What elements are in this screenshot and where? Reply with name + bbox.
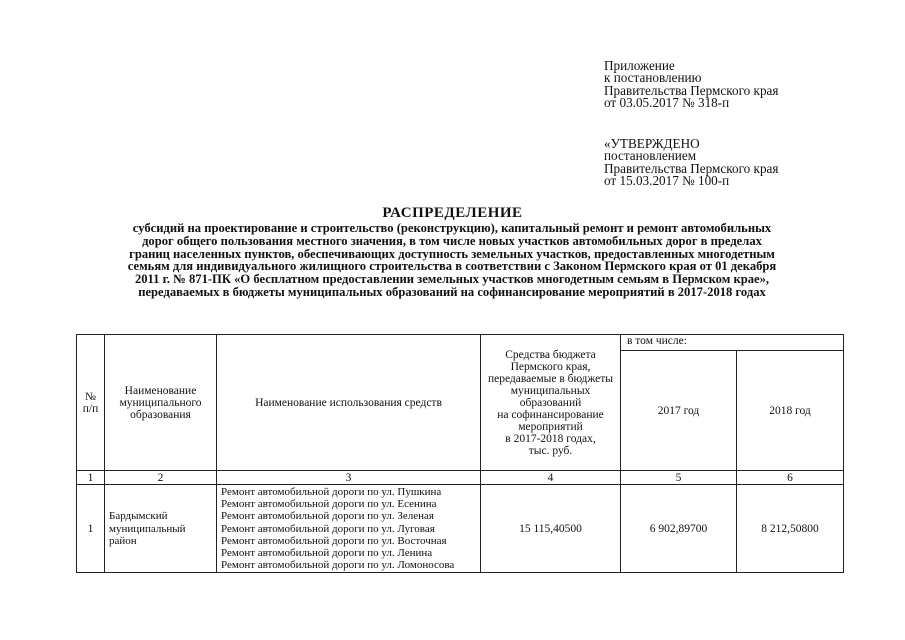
appendix-line: Правительства Пермского края <box>604 82 779 98</box>
header-num-line: № <box>85 390 96 403</box>
appendix-line: Приложение <box>604 58 675 73</box>
work-item: Ремонт автомобильной дороги по ул. Ломоносова <box>221 559 455 572</box>
work-item: Ремонт автомобильной дороги по ул. Зеленая <box>221 510 434 523</box>
work-item: Ремонт автомобильной дороги по ул. Пушкина <box>221 486 442 498</box>
approval-line: постановлением <box>604 148 697 164</box>
approval-line: Правительства Пермского края <box>604 160 779 176</box>
header-funds-line: мероприятий <box>518 420 583 433</box>
work-item: Ремонт автомобильной дороги по ул. Восточная <box>221 534 447 547</box>
column-number: 3 <box>217 471 481 485</box>
approval-line: от 15.03.2017 № 100-п <box>604 173 730 189</box>
header-2017: 2017 год <box>621 351 737 471</box>
subtitle-line: границ населенных пунктов, обеспечивающих доступность земельных участков, предоставленных многодетным <box>129 246 775 261</box>
document-subtitle <box>52 222 852 299</box>
column-number-row <box>77 471 844 485</box>
header-funds-line: тыс. руб. <box>528 444 573 457</box>
column-number: 4 <box>481 471 621 485</box>
header-purpose: Наименование использования средств <box>217 335 481 471</box>
table-header-row <box>77 335 844 351</box>
subtitle-line: 2011 г. № 871-ПК «О бесплатном предоставлении земельных участков многодетным семьям в Пермском крае», <box>134 272 770 287</box>
header-num <box>77 335 105 471</box>
subtitle-line: передаваемых в бюджеты муниципальных образований на софинансирование мероприятий в 2017-2018 годах <box>138 284 766 299</box>
header-funds-line: передаваемые в бюджеты <box>487 372 614 385</box>
header-funds-line: муниципальных <box>510 384 591 397</box>
header-municipality-line: муниципального <box>119 396 202 409</box>
municipality-line: Бардымский <box>109 510 168 523</box>
document-title: РАСПРЕДЕЛЕНИЕ <box>382 205 523 221</box>
column-number: 6 <box>737 471 844 485</box>
header-including: в том числе: <box>621 335 844 351</box>
appendix-reference <box>604 60 778 110</box>
distribution-table <box>76 334 844 573</box>
header-municipality-line: Наименование <box>124 384 197 397</box>
subtitle-line: семьям для индивидуального жилищного строительства в соответствии с Законом Пермского края от 01 декабря <box>127 259 777 274</box>
header-2018: 2018 год <box>737 351 844 471</box>
work-item: Ремонт автомобильной дороги по ул. Луговая <box>221 522 435 535</box>
header-funds-line: Средства бюджета <box>505 348 596 361</box>
municipality-line: муниципальный <box>109 522 186 535</box>
table-row <box>77 485 844 573</box>
row-2017: 6 902,89700 <box>621 485 737 573</box>
row-total: 15 115,40500 <box>481 485 621 573</box>
subtitle-line: субсидий на проектирование и строительство (реконструкцию), капитальный ремонт и ремонт автомобильных <box>132 221 772 235</box>
column-number: 5 <box>621 471 737 485</box>
header-num-line: п/п <box>82 402 99 415</box>
approval-reference <box>604 138 778 188</box>
header-municipality-line: образования <box>130 408 191 421</box>
header-funds-line: образований <box>519 396 582 409</box>
column-number: 1 <box>77 471 105 485</box>
municipality-line: район <box>109 534 137 547</box>
column-number: 2 <box>105 471 217 485</box>
header-municipality <box>105 335 217 471</box>
header-funds-line: Пермского края, <box>510 360 591 373</box>
work-item: Ремонт автомобильной дороги по ул. Есенина <box>221 498 437 511</box>
appendix-line: от 03.05.2017 № 318-п <box>604 95 730 111</box>
work-item: Ремонт автомобильной дороги по ул. Ленина <box>221 547 433 560</box>
header-funds-line: на софинансирование <box>497 408 604 421</box>
subtitle-line: дорог общего пользования местного значения, в том числе новых участков автомобильных дорог в пределах <box>142 233 762 248</box>
approval-line: «УТВЕРЖДЕНО <box>604 136 700 151</box>
row-works <box>217 485 481 573</box>
appendix-line: к постановлению <box>604 70 702 86</box>
header-funds-line: в 2017-2018 годах, <box>505 432 596 445</box>
row-num: 1 <box>77 485 105 573</box>
row-municipality <box>105 485 217 573</box>
header-funds <box>481 335 621 471</box>
row-2018: 8 212,50800 <box>737 485 844 573</box>
